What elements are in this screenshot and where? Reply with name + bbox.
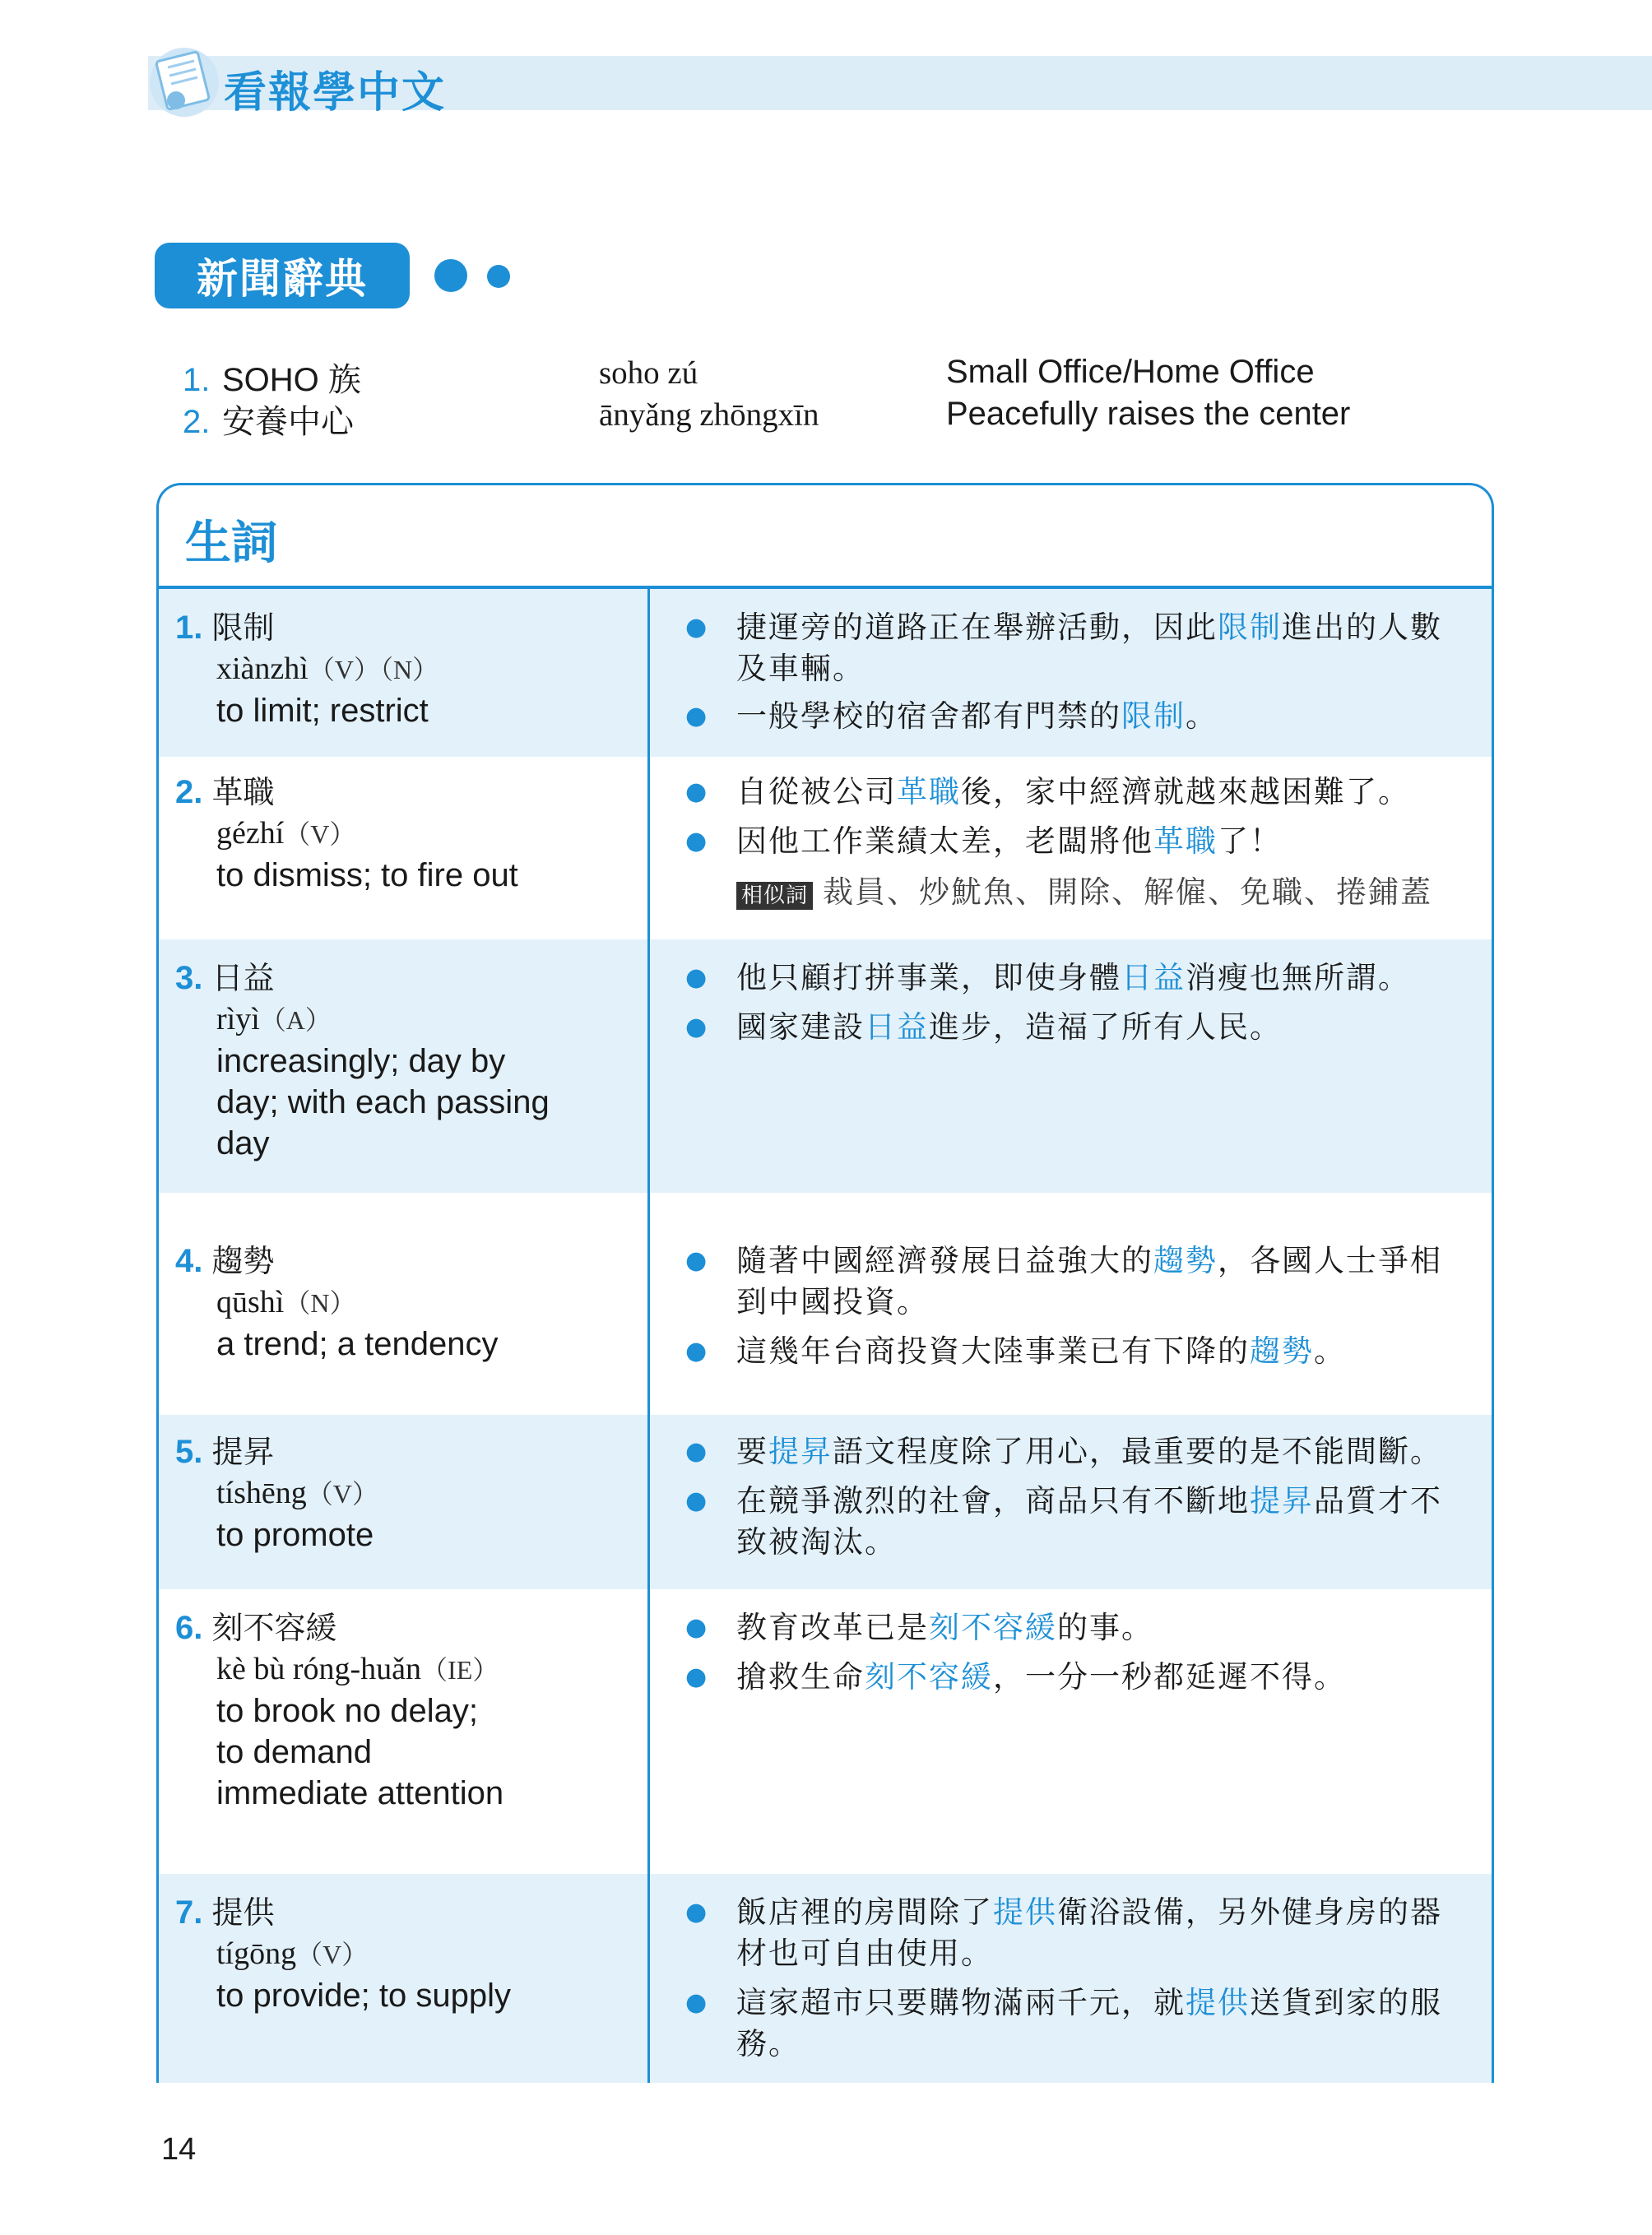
entry-pinyin: tígōng [216,1936,297,1971]
entry-pinyin: xiànzhì [216,651,309,686]
example-sentence [685,696,1467,737]
header-title: 看報學中文 [224,68,447,118]
bullet-icon: ● [685,827,708,856]
entry-english: day [216,1125,270,1162]
entry-english: day; with each passing [216,1084,550,1120]
bullet-icon: ● [685,613,708,642]
example-sentence [685,1007,1467,1048]
entry-term: 提供 [211,1894,275,1931]
bullet-icon: ● [685,963,708,992]
entry-term: 趨勢 [211,1243,275,1279]
entry-pinyin: tíshēng [216,1476,307,1510]
term-cell [175,1607,636,1814]
entry-english: to demand [216,1734,373,1770]
example-text: 一般學校的宿舍都有門禁的 [736,698,1121,734]
entry-english: immediate attention [216,1775,504,1811]
decorative-dot-small [487,265,510,288]
entry-pos: （N） [284,1288,356,1318]
bullet-icon: ● [685,702,708,730]
example-text: 了！ [1218,823,1282,859]
bullet-icon: ● [685,777,708,806]
item-number: 1. [183,362,211,398]
example-highlight: 革職 [897,774,961,809]
example-sentence [685,1607,1467,1648]
entry-pinyin: kè bù róng-huǎn [216,1652,422,1686]
vocabulary-table [156,483,1494,2083]
example-highlight: 提供 [993,1894,1057,1930]
example-sentence [685,772,1467,813]
entry-pinyin: qūshì [216,1285,285,1319]
item-pinyin: ānyǎng zhōngxīn [599,397,819,433]
synonym-list: 裁員、炒魷魚、開除、解僱、免職、捲鋪蓋 [823,874,1433,910]
example-sentence [685,1982,1467,2065]
entry-term: 革職 [211,774,275,810]
item-term: SOHO 族 [222,362,361,398]
bullet-icon: ● [685,1337,708,1366]
entry-english: to provide; to supply [216,1978,511,2014]
entry-english: to dismiss; to fire out [216,857,518,893]
example-text: ，一分一秒都延遲不得。 [993,1659,1346,1695]
bullet-icon: ● [685,1437,708,1466]
vocab-row-3 [159,939,1492,1193]
example-sentence [685,1431,1467,1472]
entry-pos: （V）（N） [308,655,439,684]
bullet-icon: ● [685,1613,708,1642]
example-text: 搶救生命 [736,1659,865,1695]
example-text: 。 [1314,1333,1346,1369]
example-text: 後，家中經濟就越來越困難了。 [961,774,1410,809]
entry-term: 限制 [211,610,275,646]
entry-pos: （V） [306,1479,378,1509]
example-text: 捷運旁的道路正在舉辦活動，因此 [736,610,1218,645]
synonym-label: 相似詞 [736,882,813,910]
example-highlight: 限制 [1121,698,1186,734]
example-sentence [685,607,1467,689]
example-text: 這幾年台商投資大陸事業已有下降的 [736,1333,1250,1369]
example-sentence [685,1481,1467,1563]
synonyms-line [685,872,1467,916]
entry-number: 6. [175,1610,203,1646]
entry-term: 日益 [211,960,275,996]
entry-english: to promote [216,1517,374,1553]
vocab-row-6 [159,1589,1492,1874]
example-highlight: 提供 [1186,1985,1250,2020]
entry-pos: （V） [284,819,356,849]
vocabulary-title: 生詞 [185,517,277,570]
example-sentence [685,821,1467,862]
entry-english: a trend; a tendency [216,1326,499,1362]
example-highlight: 刻不容緩 [865,1659,993,1695]
example-text: 送貨到家的服務。 [736,1985,1442,2061]
example-highlight: 趨勢 [1153,1243,1218,1278]
example-sentence [685,1331,1467,1372]
example-highlight: 提昇 [1250,1483,1314,1519]
example-text: 他只顧打拼事業，即使身體 [736,960,1121,995]
example-highlight: 趨勢 [1250,1333,1314,1369]
example-sentence [685,1240,1467,1323]
item-english: Peacefully raises the center [946,396,1351,432]
example-highlight: 日益 [1121,960,1186,995]
example-text: 要 [736,1434,768,1469]
example-text: 國家建設 [736,1009,865,1045]
bullet-icon: ● [685,1486,708,1515]
example-text: 衛浴設備，另外健身房的器材也可自由使用。 [736,1894,1442,1971]
example-text: 進出的人數及車輛。 [736,610,1442,686]
vocab-row-4 [159,1193,1492,1415]
news-dictionary-title: 新聞辭典 [155,243,410,308]
entry-number: 2. [175,774,203,810]
term-cell [175,607,636,731]
entry-term: 刻不容緩 [211,1610,337,1646]
example-sentence [685,1892,1467,1974]
vocab-row-5 [159,1415,1492,1589]
term-cell [175,1892,636,2016]
example-highlight: 日益 [865,1009,929,1045]
term-cell [175,1240,636,1365]
example-text: 因他工作業績太差，老闆將他 [736,823,1153,859]
example-text: 品質才不致被淘汰。 [736,1483,1442,1560]
entry-pos: （A） [259,1005,332,1035]
example-text: ，各國人士爭相到中國投資。 [736,1243,1442,1319]
example-text: 的事。 [1057,1610,1153,1645]
news-dictionary-item [183,354,1581,401]
term-cell [175,1431,636,1556]
item-pinyin: soho zú [599,355,698,391]
item-term: 安養中心 [222,403,354,441]
example-text: 進步，造福了所有人民。 [929,1009,1282,1045]
example-sentence [685,1657,1467,1698]
example-text: 在競爭激烈的社會，商品只有不斷地 [736,1483,1250,1519]
entry-english: increasingly; day by [216,1043,506,1079]
entry-number: 7. [175,1894,203,1931]
example-text: 。 [1186,698,1218,734]
decorative-dot-large [434,259,467,292]
bullet-icon: ● [685,1662,708,1691]
example-text: 教育改革已是 [736,1610,929,1645]
item-number: 2. [183,404,211,440]
entry-english: to limit; restrict [216,693,429,729]
example-sentence [685,958,1467,999]
entry-number: 3. [175,960,203,996]
example-highlight: 革職 [1153,823,1218,859]
entry-pinyin: rìyì [216,1002,260,1036]
newspaper-reader-logo-icon [143,39,225,122]
bullet-icon: ● [685,1898,708,1927]
example-text: 語文程度除了用心，最重要的是不能間斷。 [833,1434,1442,1469]
entry-term: 提昇 [211,1434,275,1470]
example-highlight: 提昇 [768,1434,833,1469]
news-dictionary-item [183,396,1581,443]
example-text: 消瘦也無所謂。 [1186,960,1410,995]
page-number: 14 [161,2132,197,2167]
example-text: 飯店裡的房間除了 [736,1894,993,1930]
example-highlight: 限制 [1218,610,1282,645]
bullet-icon: ● [685,1988,708,2017]
entry-number: 1. [175,610,203,646]
entry-pos: （V） [296,1940,369,1969]
vocab-row-2 [159,757,1492,939]
entry-pos: （IE） [421,1655,499,1685]
entry-english: to brook no delay; [216,1693,478,1729]
entry-number: 4. [175,1243,203,1279]
item-english: Small Office/Home Office [946,354,1315,390]
bullet-icon: ● [685,1013,708,1041]
example-highlight: 刻不容緩 [929,1610,1057,1645]
example-text: 隨著中國經濟發展日益強大的 [736,1243,1153,1278]
vocab-row-7 [159,1874,1492,2083]
bullet-icon: ● [685,1246,708,1275]
example-text: 這家超市只要購物滿兩千元，就 [736,1985,1186,2020]
term-cell [175,772,636,896]
column-divider [647,587,650,2083]
entry-number: 5. [175,1434,203,1470]
term-cell [175,958,636,1164]
entry-pinyin: gézhí [216,816,285,851]
example-text: 自從被公司 [736,774,897,809]
vocab-row-1 [159,589,1492,757]
